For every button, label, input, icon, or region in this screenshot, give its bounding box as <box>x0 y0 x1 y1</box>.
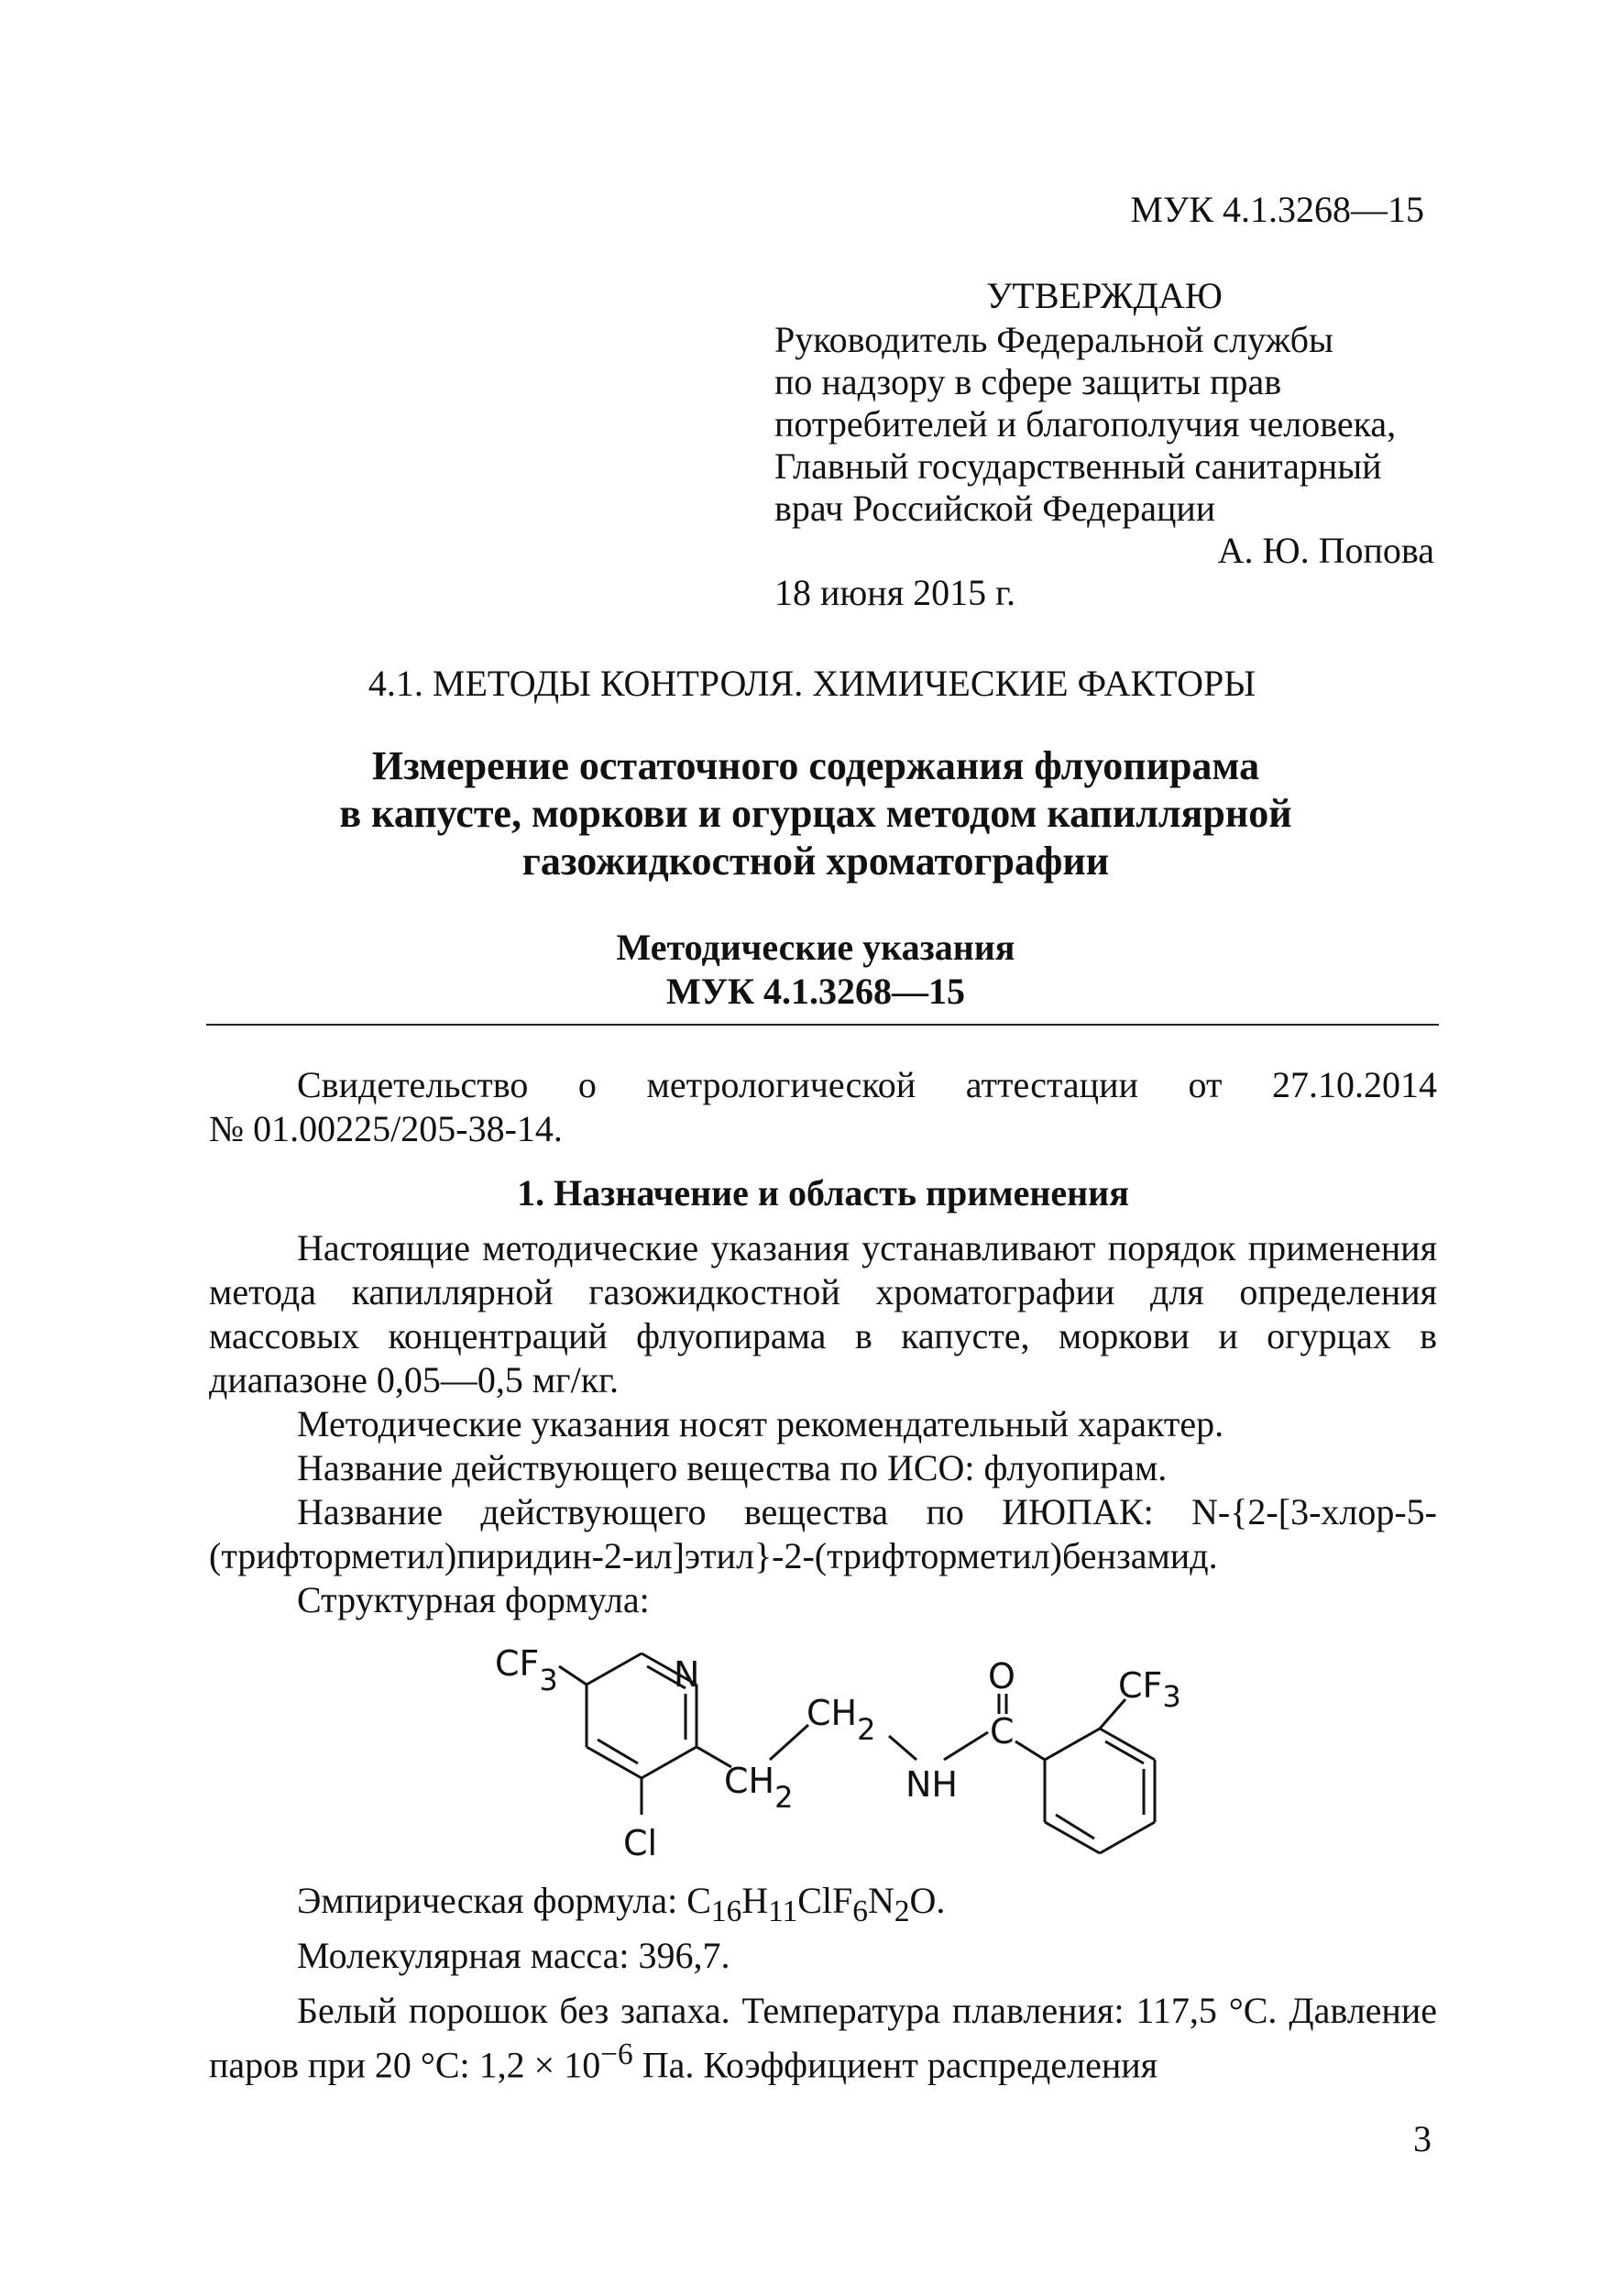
chlorine-label: Cl <box>623 1823 658 1863</box>
page-number: 3 <box>1413 2118 1432 2159</box>
bond-double <box>1056 1815 1094 1839</box>
bond <box>642 1747 697 1778</box>
nh-label: NH <box>905 1764 958 1805</box>
structural-formula-label: Структурная формула: <box>297 1579 650 1620</box>
bond <box>770 1725 808 1760</box>
title-divider <box>206 1024 1439 1026</box>
iupac-name-paragraph: Название действующего вещества по ИЮПАК: N-{2-[3-хлор-5-(трифторметил)пиридин-2-ил]этил}-2-(трифторметил)бензамид. <box>209 1491 1437 1576</box>
document-code: МУК 4.1.3268—15 <box>1130 189 1424 230</box>
subtitle-code: МУК 4.1.3268—15 <box>665 971 966 1012</box>
intro-paragraph: Настоящие методические указания устанавливают порядок применения метода капиллярной газожидкостной хроматографии для определения массовых концентраций флуопирама в капусте, моркови и огурцах в диапазоне 0,05—0,5 мг/кг. <box>209 1227 1437 1400</box>
bond <box>559 1666 587 1685</box>
advisory-paragraph: Методические указания носят рекомендательный характер. <box>297 1403 1224 1444</box>
ch2-upper-label: $CH_2$ <box>807 1693 876 1747</box>
cf3-right-label: $CF_3$ <box>1118 1665 1181 1714</box>
bond <box>587 1747 642 1778</box>
bond-double <box>1105 1741 1144 1763</box>
certificate-line: Свидетельство о метрологической аттестации от 27.10.2014 <box>297 1064 1437 1105</box>
bond <box>1100 1822 1155 1853</box>
molecular-mass: Молекулярная масса: 396,7. <box>297 1935 730 1976</box>
formula-section <box>209 1879 1437 2087</box>
approval-line: по надзору в сфере защиты прав <box>774 361 1282 402</box>
signatory-name: А. Ю. Попова <box>1217 530 1434 571</box>
document-title <box>183 742 1448 885</box>
section-header: 4.1. МЕТОДЫ КОНТРОЛЯ. ХИМИЧЕСКИЕ ФАКТОРЫ <box>368 663 1256 704</box>
document-subtitle <box>183 926 1448 1014</box>
approval-line: врач Российской Федерации <box>774 488 1216 529</box>
subtitle-kind: Методические указания <box>616 927 1015 968</box>
approval-line: Руководитель Федеральной службы <box>774 319 1333 360</box>
section-heading: 1. Назначение и область применения <box>517 1172 1129 1213</box>
properties-paragraph: Белый порошок без запаха. Температура плавления: 117,5 °C. Давление паров при 20 °C: $1,2 \times 10^{-6}$ Па. Коэффициент распределения <box>209 1990 1437 2086</box>
title-line: в капусте, моркови и огурцах методом капиллярной <box>339 791 1292 836</box>
carbonyl-oxygen-label: O <box>988 1656 1015 1697</box>
bond <box>944 1732 988 1760</box>
ch2-lower-label: $CH_2$ <box>724 1761 794 1815</box>
bond-double <box>598 1740 638 1763</box>
cf3-left-label: $CF_3$ <box>495 1643 558 1697</box>
approval-heading: УТВЕРЖДАЮ <box>986 275 1223 316</box>
carbonyl-carbon-label: C <box>990 1711 1015 1751</box>
approval-line: Главный государственный санитарный <box>774 445 1382 487</box>
empirical-formula: Эмпирическая формула: $C_{16}H_{11}ClF_6N_2O$. <box>297 1880 946 1928</box>
title-line: Измерение остаточного содержания флуопирама <box>371 743 1260 788</box>
bond <box>587 1653 642 1685</box>
approval-date: 18 июня 2015 г. <box>774 572 1015 613</box>
bond <box>1015 1741 1045 1760</box>
approval-line: потребителей и благополучия человека, <box>774 403 1397 445</box>
approval-block <box>774 275 1434 614</box>
ring-nitrogen-label: N <box>674 1654 700 1695</box>
certificate-text <box>209 1063 1437 1151</box>
section-body <box>209 1226 1437 1622</box>
bond <box>1045 1729 1100 1760</box>
certificate-number: № 01.00225/205-38-14. <box>209 1108 563 1149</box>
structural-formula-diagram <box>486 1622 1237 1870</box>
bond <box>889 1736 916 1760</box>
title-line: газожидкостной хроматографии <box>521 839 1110 884</box>
iso-name-paragraph: Название действующего вещества по ИСО: флуопирам. <box>297 1447 1168 1488</box>
